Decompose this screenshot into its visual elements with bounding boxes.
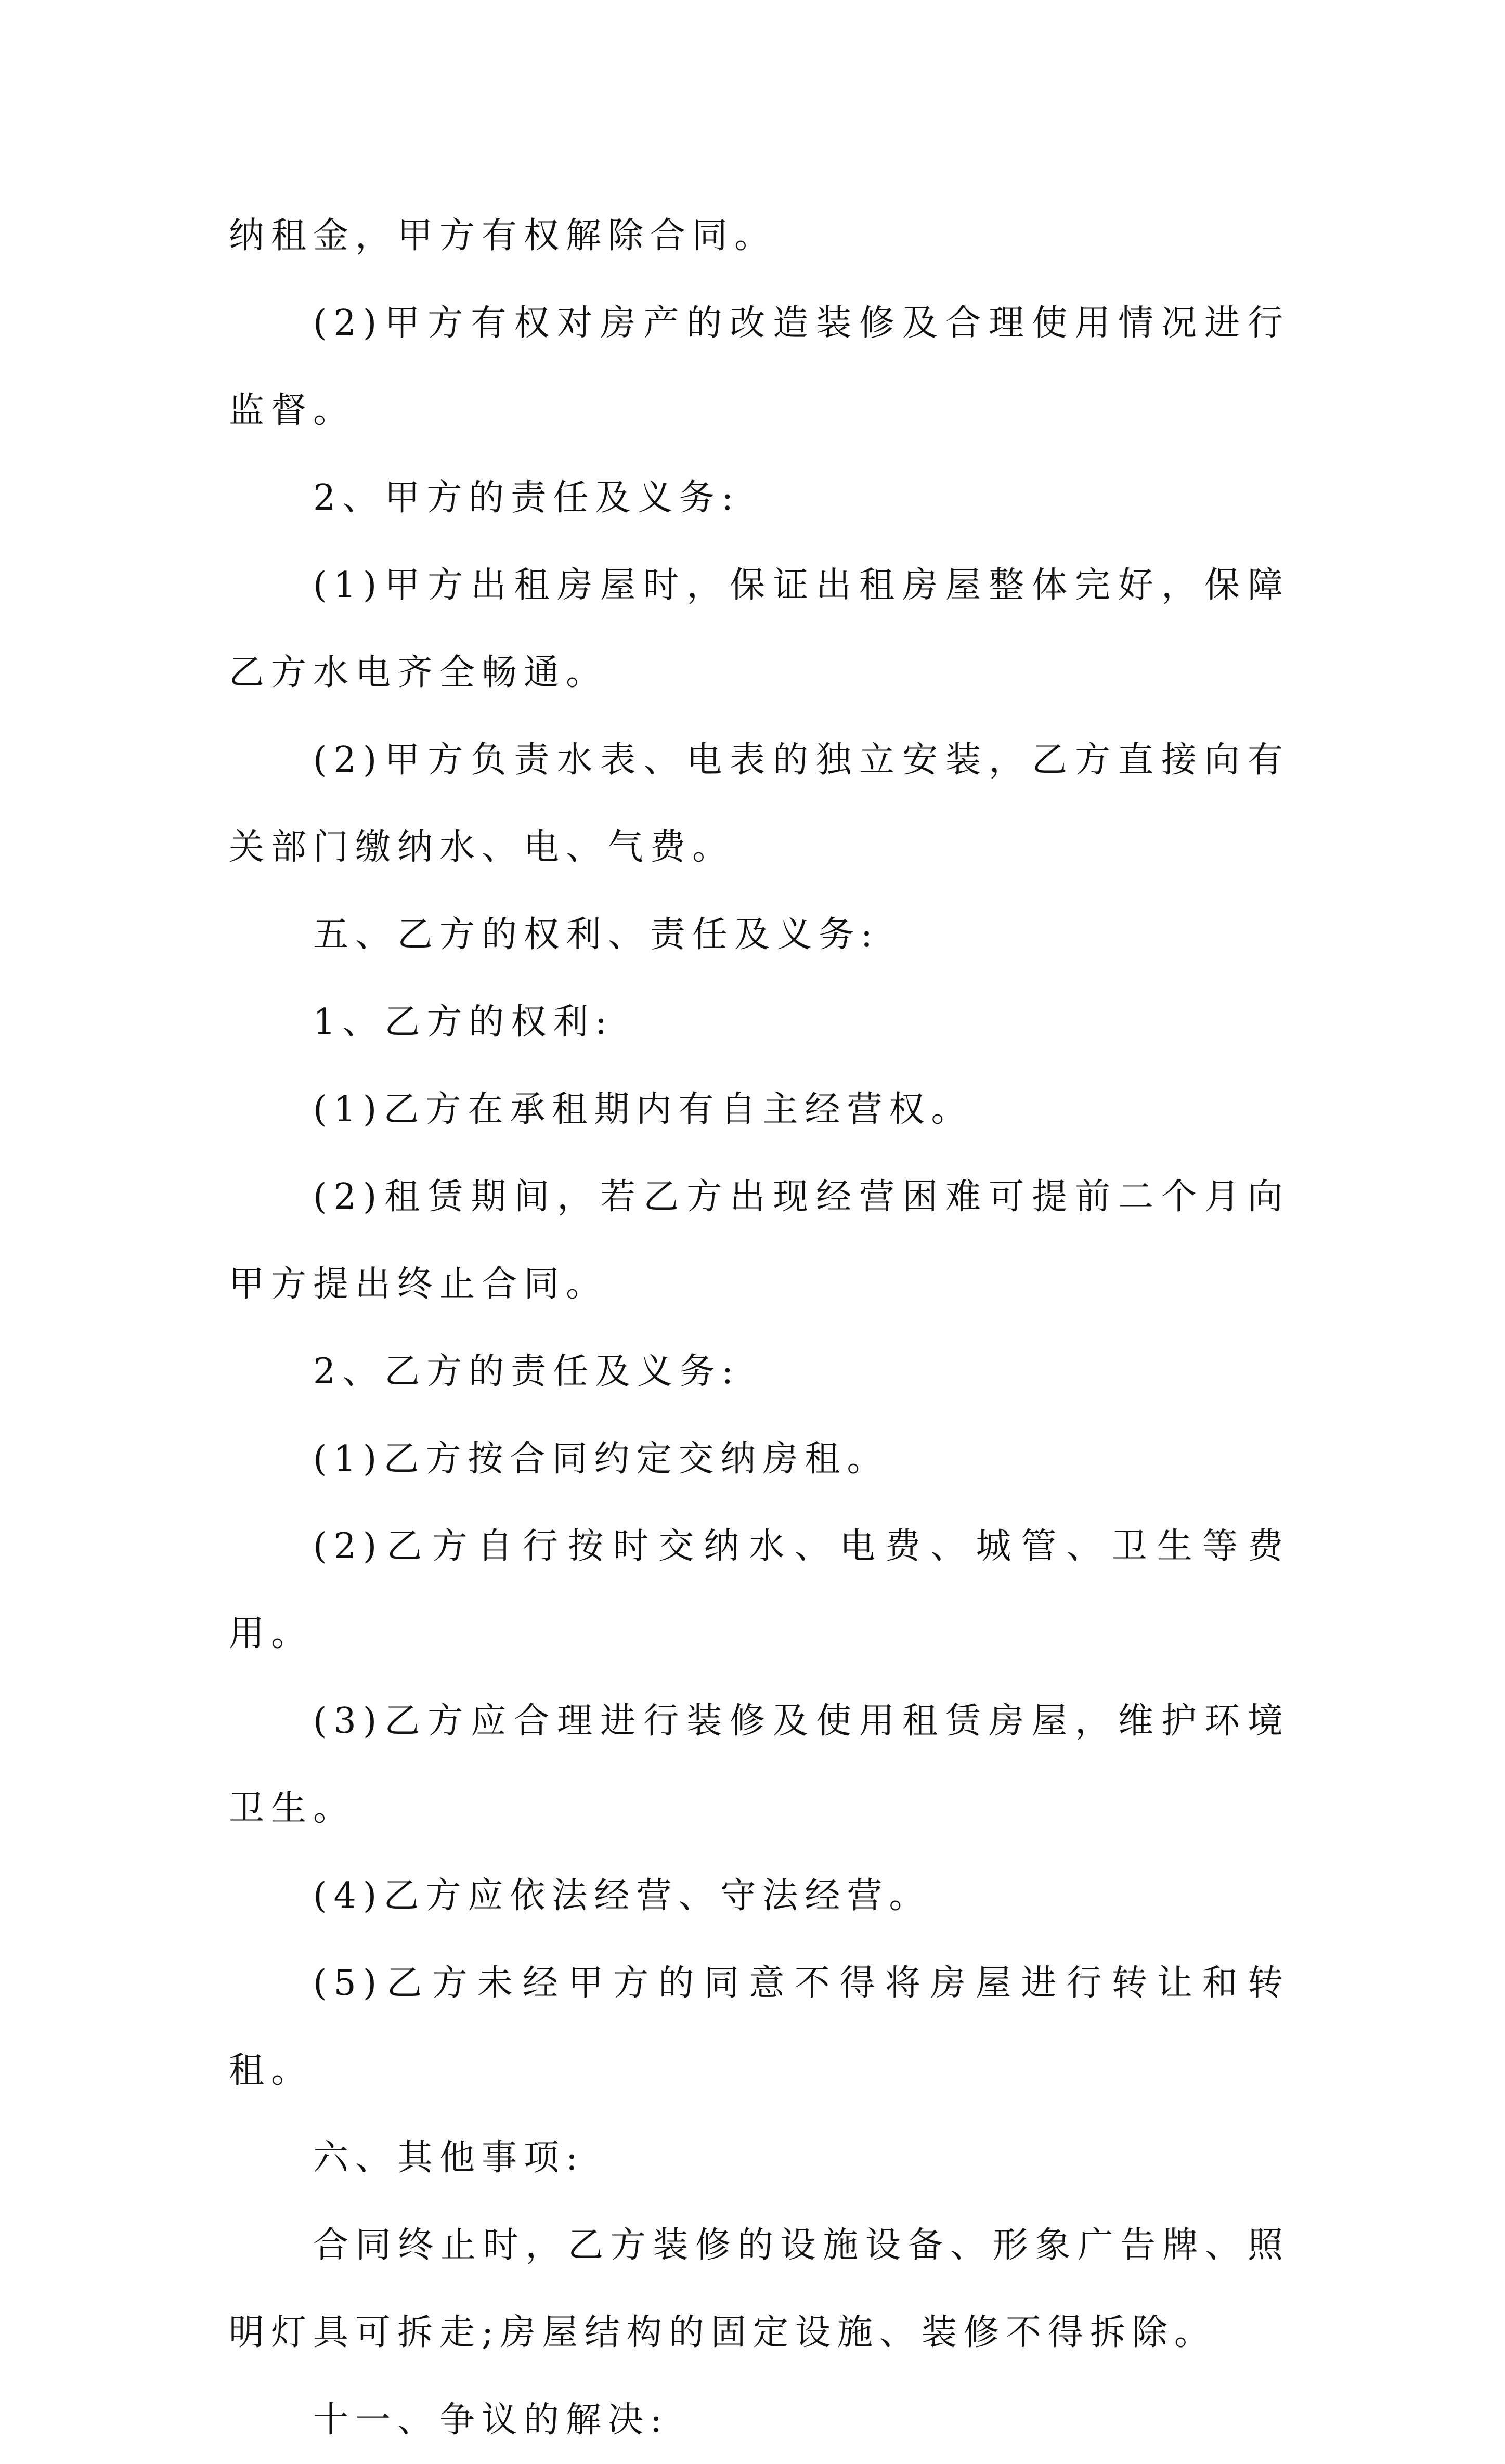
paragraph: (2)甲方负责水表、电表的独立安装，乙方直接向有关部门缴纳水、电、气费。 (229, 740, 1290, 868)
paragraph: (1)乙方按合同约定交纳房租。 (313, 1438, 889, 1480)
paragraph: (5)乙方未经甲方的同意不得将房屋进行转让和转租。 (229, 1963, 1290, 2091)
paragraph: (3)乙方应合理进行装修及使用租赁房屋，维护环境卫生。 (229, 1701, 1290, 1829)
paragraph: 纳租金，甲方有权解除合同。 (229, 215, 777, 256)
section-heading: 五、乙方的权利、责任及义务: (313, 914, 879, 955)
paragraph: (2)租赁期间，若乙方出现经营困难可提前二个月向甲方提出终止合同。 (229, 1176, 1290, 1305)
paragraph: (2)乙方自行按时交纳水、电费、城管、卫生等费用。 (229, 1526, 1290, 1654)
document-body (229, 192, 1290, 2464)
paragraph: (1)乙方在承租期内有自主经营权。 (313, 1089, 974, 1130)
subsection-heading: 2、乙方的责任及义务: (313, 1351, 741, 1392)
paragraph: (2)甲方有权对房产的改造装修及合理使用情况进行监督。 (229, 303, 1290, 431)
paragraph: (1)甲方出租房屋时，保证出租房屋整体完好，保障乙方水电齐全畅通。 (229, 565, 1290, 693)
paragraph: (4)乙方应依法经营、守法经营。 (313, 1875, 931, 1916)
paragraph: 合同终止时，乙方装修的设施设备、形象广告牌、照明灯具可拆走;房屋结构的固定设施、装修不得拆除。 (229, 2225, 1290, 2353)
section-heading: 十一、争议的解决: (313, 2400, 669, 2441)
subsection-heading: 1、乙方的权利: (313, 1002, 614, 1043)
paragraph: 2、甲方的责任及义务: (313, 477, 741, 518)
section-heading: 六、其他事项: (313, 2137, 585, 2178)
